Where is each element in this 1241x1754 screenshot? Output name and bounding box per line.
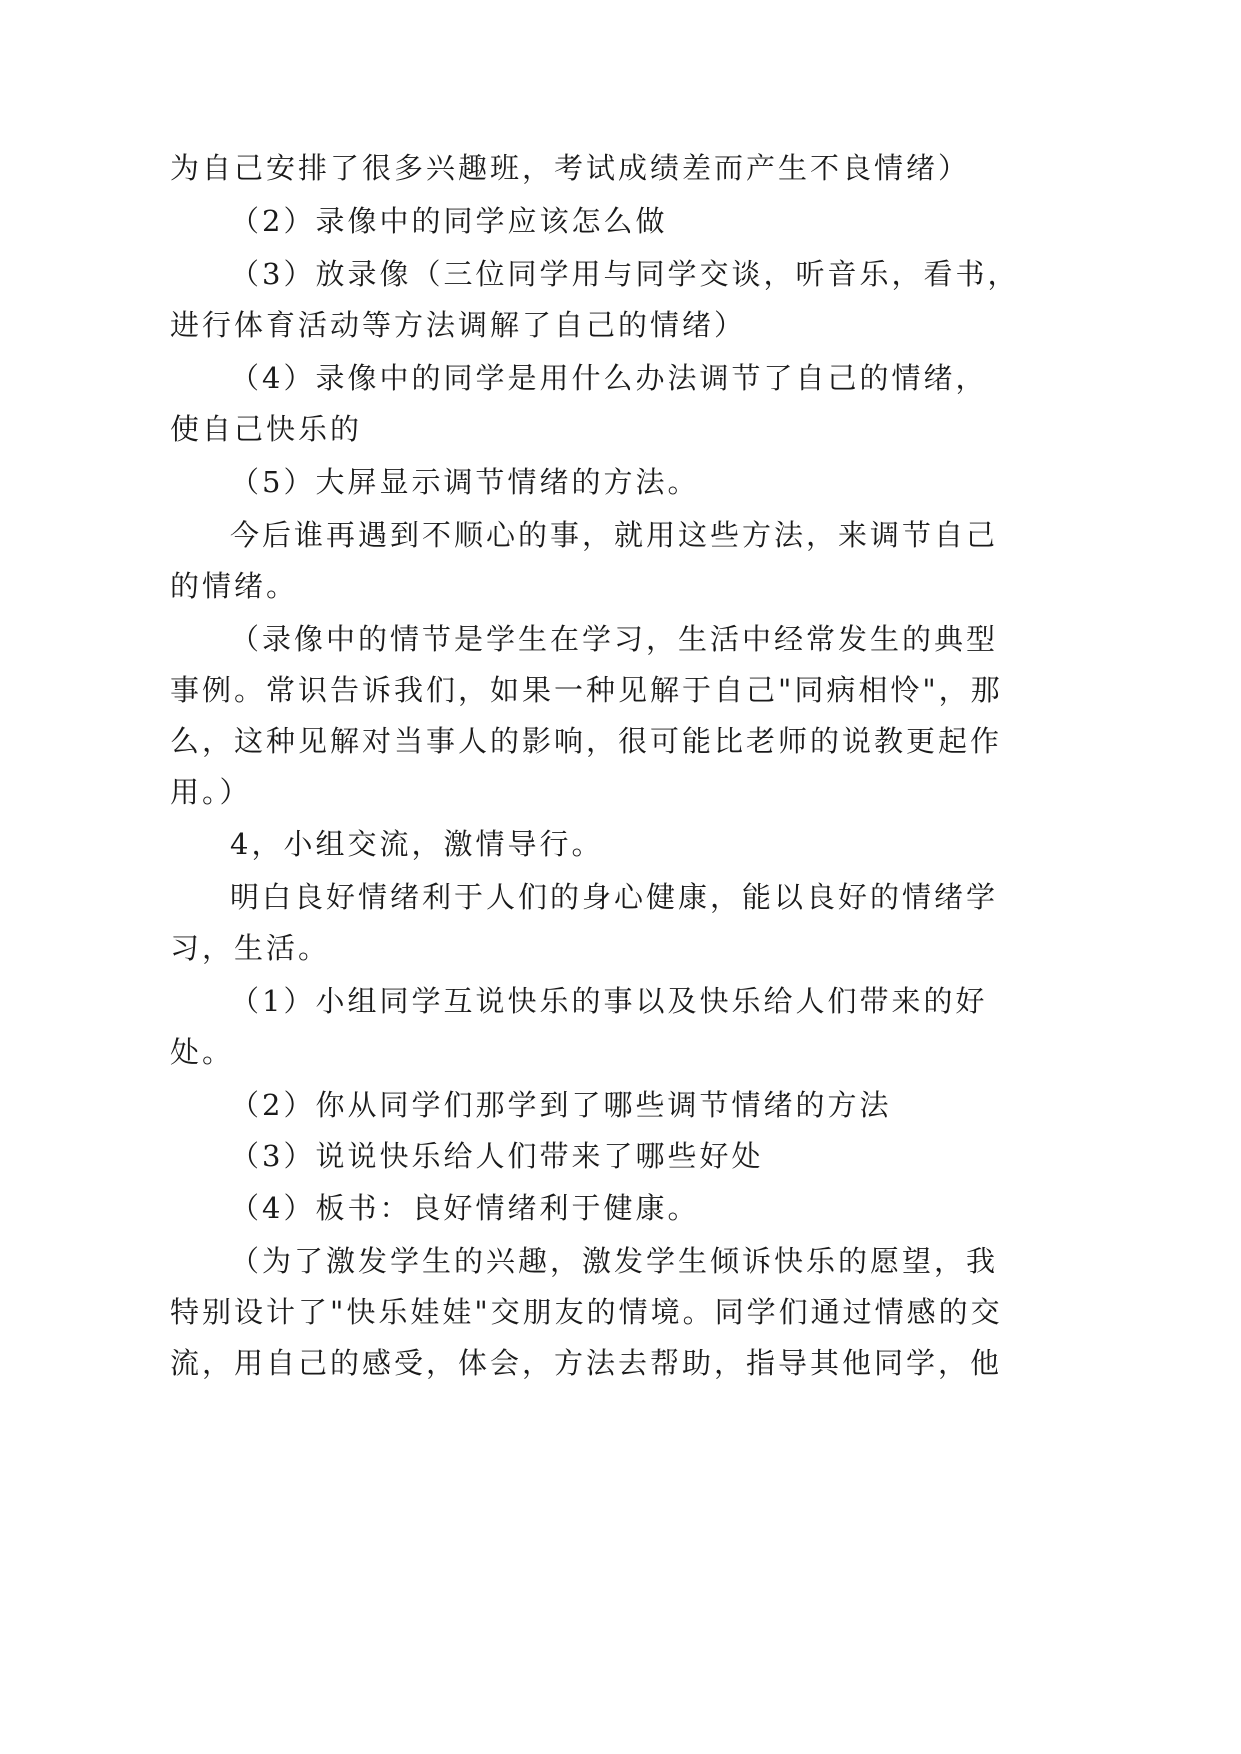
text-line-24: 流，用自己的感受，体会，方法去帮助，指导其他同学，他 bbox=[170, 1346, 1003, 1380]
text-line-9: 的情绪。 bbox=[170, 569, 299, 603]
text-line-22: （为了激发学生的兴趣，激发学生倾诉快乐的愿望，我 bbox=[230, 1244, 999, 1278]
text-line-8: 今后谁再遇到不顺心的事，就用这些方法，来调节自己 bbox=[230, 518, 999, 552]
text-line-21: （4）板书：良好情绪利于健康。 bbox=[230, 1191, 700, 1225]
text-line-3: （3）放录像（三位同学用与同学交谈，听音乐，看书， bbox=[230, 257, 1020, 291]
text-line-18: 处。 bbox=[170, 1035, 235, 1069]
text-line-23: 特别设计了"快乐娃娃"交朋友的情境。同学们通过情感的交 bbox=[170, 1295, 1003, 1329]
text-line-6: 使自己快乐的 bbox=[170, 412, 363, 446]
text-line-20: （3）说说快乐给人们带来了哪些好处 bbox=[230, 1139, 764, 1173]
text-line-12: 么，这种见解对当事人的影响，很可能比老师的说教更起作 bbox=[170, 724, 1003, 758]
text-line-10: （录像中的情节是学生在学习，生活中经常发生的典型 bbox=[230, 622, 999, 656]
text-line-16: 习，生活。 bbox=[170, 931, 331, 965]
text-line-19: （2）你从同学们那学到了哪些调节情绪的方法 bbox=[230, 1088, 892, 1122]
text-line-1: 为自己安排了很多兴趣班，考试成绩差而产生不良情绪） bbox=[170, 151, 971, 185]
text-line-11: 事例。常识告诉我们，如果一种见解于自己"同病相怜"，那 bbox=[170, 673, 1003, 707]
text-line-7: （5）大屏显示调节情绪的方法。 bbox=[230, 465, 700, 499]
text-line-4: 进行体育活动等方法调解了自己的情绪） bbox=[170, 308, 747, 342]
text-line-15: 明白良好情绪利于人们的身心健康，能以良好的情绪学 bbox=[230, 880, 999, 914]
text-line-17: （1）小组同学互说快乐的事以及快乐给人们带来的好 bbox=[230, 984, 988, 1018]
text-line-13: 用。） bbox=[170, 775, 252, 809]
text-line-2: （2）录像中的同学应该怎么做 bbox=[230, 204, 668, 238]
text-line-5: （4）录像中的同学是用什么办法调节了自己的情绪， bbox=[230, 361, 988, 395]
text-line-14: 4，小组交流，激情导行。 bbox=[230, 827, 604, 861]
